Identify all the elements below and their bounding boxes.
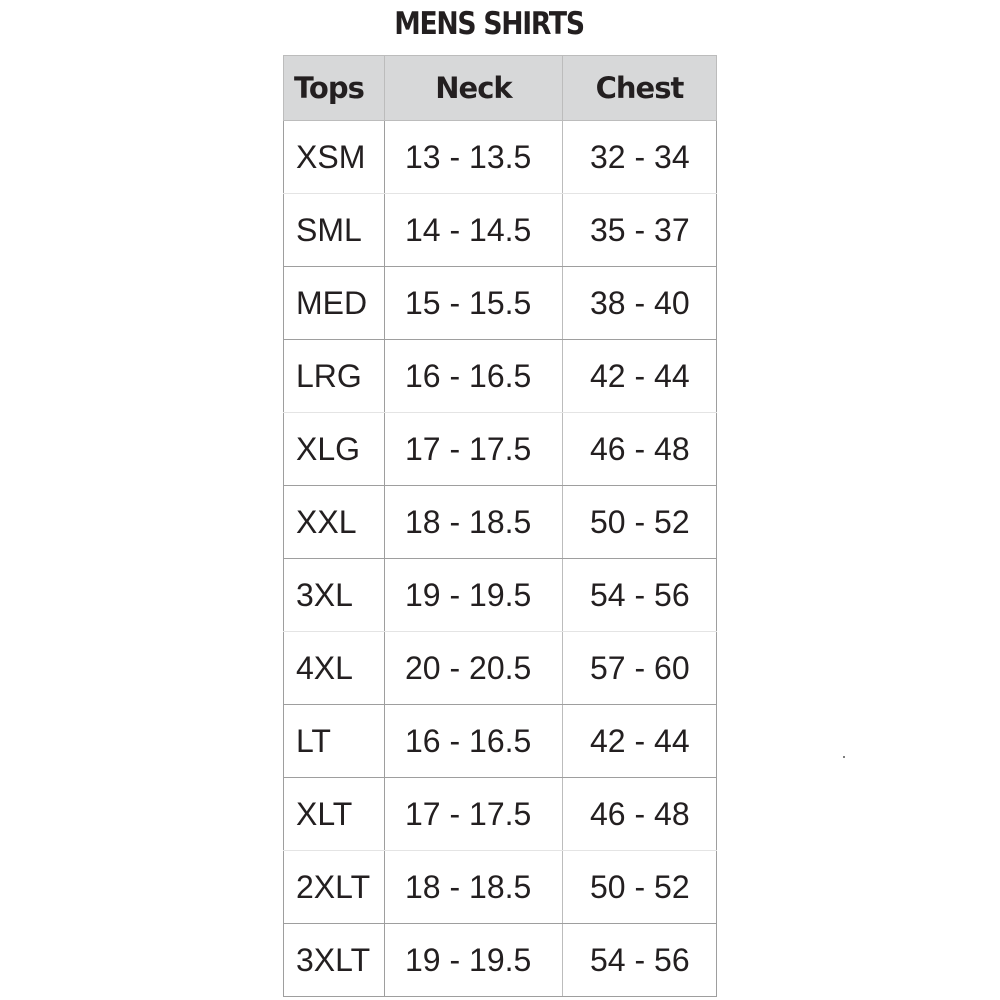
table-row — [284, 194, 717, 267]
chart-title: MENS SHIRTS — [394, 6, 584, 42]
neck-cell: 16 - 16.5 — [385, 705, 563, 778]
neck-cell: 13 - 13.5 — [385, 121, 563, 194]
size-cell: XLG — [284, 413, 385, 486]
chest-cell: 35 - 37 — [563, 194, 717, 267]
neck-cell: 19 - 19.5 — [385, 559, 563, 632]
size-cell: XLT — [284, 778, 385, 851]
size-cell: 3XL — [284, 559, 385, 632]
size-cell: 4XL — [284, 632, 385, 705]
size-cell: XSM — [284, 121, 385, 194]
table-row — [284, 121, 717, 194]
chest-cell: 42 - 44 — [563, 705, 717, 778]
chest-cell: 46 - 48 — [563, 778, 717, 851]
chest-cell: 57 - 60 — [563, 632, 717, 705]
neck-cell: 19 - 19.5 — [385, 924, 563, 997]
table-row — [284, 705, 717, 778]
size-cell: 3XLT — [284, 924, 385, 997]
size-cell: SML — [284, 194, 385, 267]
table-row — [284, 559, 717, 632]
chest-cell: 54 - 56 — [563, 924, 717, 997]
table-row — [284, 851, 717, 924]
size-cell: 2XLT — [284, 851, 385, 924]
size-cell: LT — [284, 705, 385, 778]
stray-dot — [843, 756, 845, 758]
table-row — [284, 486, 717, 559]
size-cell: XXL — [284, 486, 385, 559]
chest-cell: 32 - 34 — [563, 121, 717, 194]
table-row — [284, 413, 717, 486]
table-row — [284, 267, 717, 340]
size-chart-table — [283, 55, 717, 997]
table-row — [284, 632, 717, 705]
chest-cell: 42 - 44 — [563, 340, 717, 413]
neck-cell: 15 - 15.5 — [385, 267, 563, 340]
column-header-neck: Neck — [385, 56, 563, 121]
neck-cell: 18 - 18.5 — [385, 851, 563, 924]
column-header-chest: Chest — [563, 56, 717, 121]
chest-cell: 46 - 48 — [563, 413, 717, 486]
chest-cell: 50 - 52 — [563, 486, 717, 559]
size-cell: MED — [284, 267, 385, 340]
neck-cell: 16 - 16.5 — [385, 340, 563, 413]
neck-cell: 18 - 18.5 — [385, 486, 563, 559]
chest-cell: 38 - 40 — [563, 267, 717, 340]
table-row — [284, 340, 717, 413]
neck-cell: 17 - 17.5 — [385, 778, 563, 851]
chest-cell: 54 - 56 — [563, 559, 717, 632]
chest-cell: 50 - 52 — [563, 851, 717, 924]
neck-cell: 17 - 17.5 — [385, 413, 563, 486]
table-row — [284, 778, 717, 851]
size-cell: LRG — [284, 340, 385, 413]
neck-cell: 14 - 14.5 — [385, 194, 563, 267]
table-header-row — [284, 56, 717, 121]
neck-cell: 20 - 20.5 — [385, 632, 563, 705]
column-header-tops: Tops — [284, 56, 385, 121]
table-row — [284, 924, 717, 997]
